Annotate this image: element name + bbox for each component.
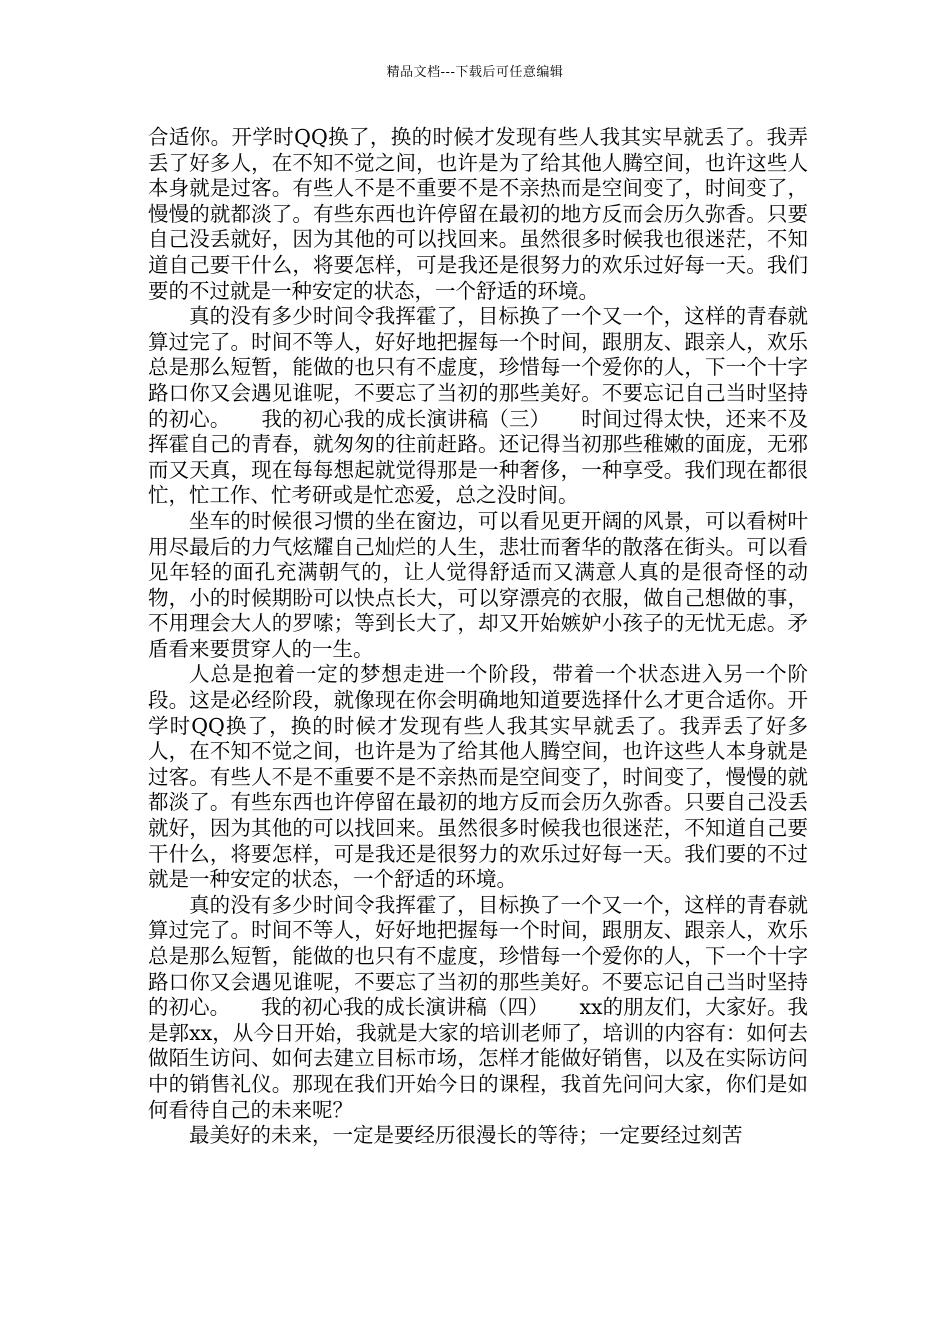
paragraph-2: 真的没有多少时间令我挥霍了，目标换了一个又一个，这样的青春就算过完了。时间不等人，好好地把握每一个时间，跟朋友、跟亲人，欢乐总是那么短暂，能做的也只有不虚度，珍惜每一个爱你的人，下一个十字路口你又会遇见谁呢，不要忘了当初的那些美好。不要忘记自己当时坚持的初心。 我的初心我的成长演讲稿（三） 时间过得太快，还来不及挥霍自己的青春，就匆匆的往前赶路。还记得当初那些稚嫩的面庞，无邪而又天真，现在每每想起就觉得那是一种奢侈，一种享受。我们现在都很忙，忙工作、忙考研或是忙恋爱，总之没时间。 bbox=[148, 304, 808, 508]
paragraph-3: 坐车的时候很习惯的坐在窗边，可以看见更开阔的风景，可以看树叶用尽最后的力气炫耀自己灿烂的人生，悲壮而奢华的散落在街头。可以看见年轻的面孔充满朝气的，让人觉得舒适而又满意人真的是很奇怪的动物，小的时候期盼可以快点长大，可以穿漂亮的衣服，做自己想做的事，不用理会大人的罗嗦；等到长大了，却又开始嫉妒小孩子的无忧无虑。矛盾看来要贯穿人的一生。 bbox=[148, 508, 808, 661]
paragraph-5: 真的没有多少时间令我挥霍了，目标换了一个又一个，这样的青春就算过完了。时间不等人，好好地把握每一个时间，跟朋友、跟亲人，欢乐总是那么短暂，能做的也只有不虚度，珍惜每一个爱你的人，下一个十字路口你又会遇见谁呢，不要忘了当初的那些美好。不要忘记自己当时坚持的初心。 我的初心我的成长演讲稿（四） xx的朋友们，大家好。我是郭xx，从今日开始，我就是大家的培训老师了，培训的内容有：如何去做陌生访问、如何去建立目标市场，怎样才能做好销售，以及在实际访问中的销售礼仪。那现在我们开始今日的课程，我首先问问大家，你们是如何看待自己的未来呢？ bbox=[148, 892, 808, 1122]
page-header: 精品文档---下载后可任意编辑 bbox=[386, 65, 564, 80]
paragraph-4: 人总是抱着一定的梦想走进一个阶段，带着一个状态进入另一个阶段。这是必经阶段，就像现在你会明确地知道要选择什么才更合适你。开学时QQ换了，换的时候才发现有些人我其实早就丢了。我弄丢了好多人，在不知不觉之间，也许是为了给其他人腾空间，也许这些人本身就是过客。有些人不是不重要不是不亲热而是空间变了，时间变了，慢慢的就都淡了。有些东西也许停留在最初的地方反而会历久弥香。只要自己没丢就好，因为其他的可以找回来。虽然很多时候我也很迷茫，不知道自己要干什么，将要怎样，可是我还是很努力的欢乐过好每一天。我们要的不过就是一种安定的状态，一个舒适的环境。 bbox=[148, 662, 808, 892]
paragraph-6: 最美好的未来，一定是要经历很漫长的等待；一定要经过刻苦 bbox=[189, 1123, 743, 1148]
paragraph-1: 合适你。开学时QQ换了，换的时候才发现有些人我其实早就丢了。我弄丢了好多人，在不知不觉之间，也许是为了给其他人腾空间，也许这些人本身就是过客。有些人不是不重要不是不亲热而是空间变了，时间变了，慢慢的就都淡了。有些东西也许停留在最初的地方反而会历久弥香。只要自己没丢就好，因为其他的可以找回来。虽然很多时候我也很迷茫，不知道自己要干什么，将要怎样，可是我还是很努力的欢乐过好每一天。我们要的不过就是一种安定的状态，一个舒适的环境。 bbox=[148, 125, 808, 303]
document-body bbox=[148, 125, 808, 1149]
